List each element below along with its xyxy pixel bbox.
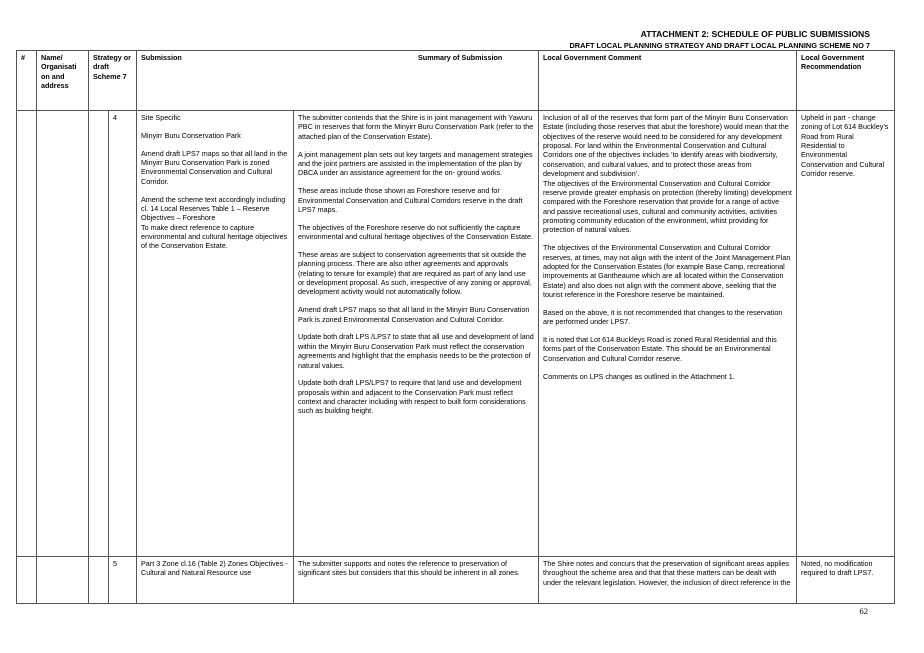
header-strategy: Strategy or draft Scheme 7	[89, 51, 137, 111]
comment-cell	[539, 111, 797, 557]
submission-paragraph: Amend draft LPS7 maps so that all land in the Minyirr Buru Conservation Park is zoned Environmental Conservation and Cultural Corridor.	[141, 148, 288, 186]
row-number-cell	[17, 557, 37, 604]
summary-paragraph: A joint management plan sets out key targets and management strategies and the joint partners are assisted in the implementation of the plan by DBCA under an assistance agreement for the on- ground works.	[298, 149, 533, 178]
summary-cell	[294, 111, 539, 557]
header-name: Name/ Organisati on and address	[37, 51, 89, 111]
table-row	[17, 557, 895, 604]
comment-paragraph: Inclusion of all of the reserves that form part of the Minyirr Buru Conservation Estate (including those reserves that abut the foreshore) would mean that the objectives of the reserve would need to be considered for any development proposal. For land within the Environmental Conservation and Cultural Corridors one of the objectives includes ‘to identify areas with biodiversity, conservation, and cultural values, and to protect those areas from development and subdivision’. The objectives of the Environmental Conservation and Cultural Corridor reserve provide greater emphasis on protection (thereby limiting) development compared with the Foreshore reservation that provide for a range of active and passive recreational uses, cultural and community activities, activities promoting community education of the environment, whist providing for protection of natural values.	[543, 113, 792, 235]
recommendation-cell: Upheld in part - change zoning of Lot 614 Buckley’s Road from Rural Residential to Environmental Conservation and Cultural Corridor reserve.	[797, 111, 895, 557]
recommendation-cell: Noted, no modification required to draft LPS7.	[797, 557, 895, 604]
summary-cell: The submitter supports and notes the reference to preservation of significant sites but considers that this should be inherent in all zones.	[294, 557, 539, 604]
submissions-table	[16, 50, 895, 604]
submission-cell: Part 3 Zone cl.16 (Table 2) Zones Objectives - Cultural and Natural Resource use	[137, 557, 294, 604]
row-name-cell	[37, 111, 89, 557]
submission-paragraph: Amend the scheme text accordingly including cl. 14 Local Reserves Table 1 – Reserve Objectives – Foreshore To make direct reference to capture environmental and cultural heritage objectives of the Conservation Estate.	[141, 194, 288, 251]
summary-paragraph: The objectives of the Foreshore reserve do not sufficiently the capture environmental and cultural heritage objectives of the Conservation Estate.	[298, 222, 533, 242]
comment-paragraph: The objectives of the Environmental Conservation and Cultural Corridor reserves, at times, may not align with the intent of the Joint Management Plan adopted for the Conservation Estates (for example Base Camp, recreational improvements at Gantheaume which are all located within the Conservation Estate) and also does not align with the comment above, seeking that the tourist reference in the Foreshore reserve be maintained.	[543, 243, 791, 299]
row-strategy-cell	[89, 557, 109, 604]
summary-paragraph: Amend draft LPS7 maps so that all land in the Minyirr Buru Conservation Park is zoned Environmental Conservation and Cultural Corridor.	[298, 305, 530, 324]
header-submission	[137, 51, 539, 111]
row-strategy-cell	[89, 111, 109, 557]
row-item-number: 4	[109, 111, 137, 557]
attachment-title: ATTACHMENT 2: SCHEDULE OF PUBLIC SUBMISSIONS	[640, 29, 870, 39]
row-name-cell	[37, 557, 89, 604]
row-number-cell	[17, 111, 37, 557]
summary-paragraph: These areas include those shown as Foreshore reserve and for Environmental Conservation and Cultural Corridors reserve in the draft LPS7 maps.	[298, 186, 523, 214]
header-summary-label: Summary of Submission	[418, 53, 503, 62]
header-comment: Local Government Comment	[539, 51, 797, 111]
comment-paragraph: Comments on LPS changes as outlined in the Attachment 1.	[543, 371, 735, 381]
submission-cell	[137, 111, 294, 557]
page-number: 62	[859, 606, 868, 616]
comment-cell: The Shire notes and concurs that the preservation of significant areas applies throughout the scheme area and that that these matters can be dealt with under the relevant legislation. However, the inclusion of direct reference in the	[539, 557, 797, 604]
submission-paragraph: Minyirr Buru Conservation Park	[141, 130, 241, 140]
summary-paragraph: The submitter contends that the Shire is in joint management with Yawuru PBC in reserves that form the Minyirr Buru Conservation Park (refer to the attached plan of the Conservation Estate).	[298, 113, 534, 141]
summary-paragraph: Update both draft LPS/LPS7 to require that land use and development proposals within and adjacent to the Conservation Park must reflect context and character including with respect to built form considerations such as building height.	[298, 378, 526, 416]
submission-paragraph: Site Specific	[141, 113, 181, 122]
header-number: #	[17, 51, 37, 111]
comment-paragraph: Based on the above, it is not recommended that changes to the reservation are performed under LPS7.	[543, 307, 783, 327]
comment-paragraph: It is noted that Lot 614 Buckleys Road is zoned Rural Residential and this forms part of the Conservation Estate. This should be an Environmental Conservation and Cultural Corridor reserve.	[543, 335, 777, 363]
header-submission-label: Submission	[141, 53, 182, 62]
table-row	[17, 111, 895, 557]
attachment-subtitle: DRAFT LOCAL PLANNING STRATEGY AND DRAFT LOCAL PLANNING SCHEME NO 7	[569, 41, 870, 50]
summary-paragraph: These areas are subject to conservation agreements that sit outside the planning process. There are also other agreements and approvals (relating to tenure for example) that are required as part of any land use or development proposal. As such, irrespective of any zoning or approval, development activity would not automatically follow.	[298, 249, 532, 297]
row-item-number: 5	[109, 557, 137, 604]
table-header-row	[17, 51, 895, 111]
header-recommendation: Local Government Recommendation	[797, 51, 895, 111]
summary-paragraph: Update both draft LPS /LPS7 to state that all use and development of land within the Minyirr Buru Conservation Park must reflect the conservation agreements and highlight that the emphasis needs to be the protection of natural values.	[298, 332, 534, 370]
